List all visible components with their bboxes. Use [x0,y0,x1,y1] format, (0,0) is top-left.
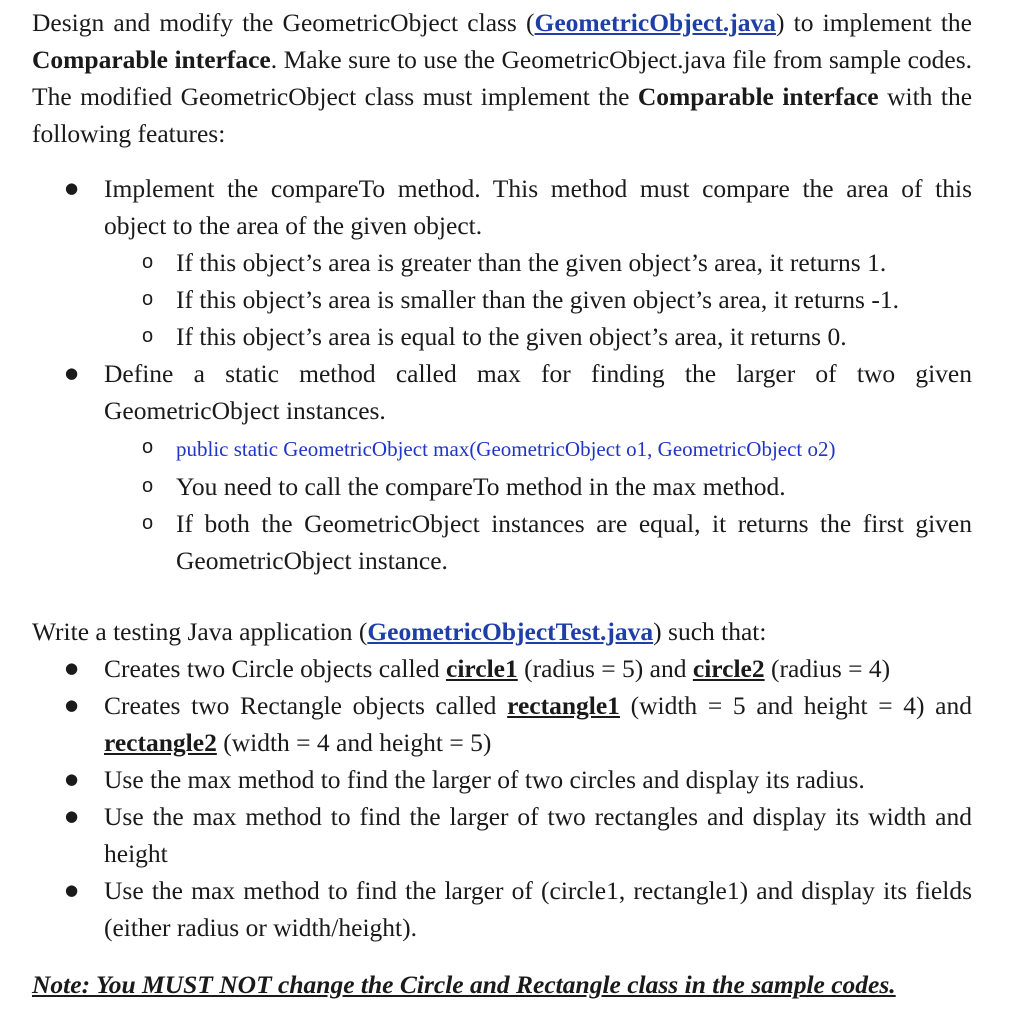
circle1-label: circle1 [446,654,518,683]
testing-max-rectangles: ● Use the max method to find the larger of two rectangles and display its width and height [32,798,972,872]
max-signature-code: public static GeometricObject max(GeometricObject o1, GeometricObject o2) [176,437,836,461]
max-signature [104,429,972,468]
testing-rectangles-text-c: (width = 4 and height = 5) [216,728,492,757]
testing-list [32,650,972,946]
testing-rectangles-text-a: Creates two Rectangle objects called [104,691,508,720]
testing-circles-text-b: (radius = 5) and [517,654,693,683]
intro-text-2: ) to implement the [775,8,972,37]
testing-rectangles-text-b: (width = 5 and height = 4) and [619,691,972,720]
feature-compareto-text: Implement the compareTo method. This method must compare the area of this object to the area of the given object. [104,174,972,240]
comparable-interface-bold-2: Comparable interface [637,82,879,111]
feature-list [32,170,972,579]
compareto-greater: o If this object’s area is greater than the given object’s area, it returns 1. [104,244,972,281]
max-call-compareto: o You need to call the compareTo method in the max method. [104,468,972,505]
testing-circles-text-a: Creates two Circle objects called [104,654,446,683]
document [32,4,972,1003]
intro-text-4: with the following features: [32,82,973,148]
intro-paragraph [32,4,972,152]
comparable-interface-bold-1: Comparable interface [32,45,271,74]
compareto-smaller: o If this object’s area is smaller than the given object’s area, it returns -1. [104,281,972,318]
compareto-equal: o If this object’s area is equal to the given object’s area, it returns 0. [104,318,972,355]
testing-circles [32,650,972,687]
testing-max-circles: ● Use the max method to find the larger of two circles and display its radius. [32,761,972,798]
geometricobjecttest-file-link: GeometricObjectTest.java [367,617,654,646]
circle2-label: circle2 [692,654,765,683]
max-equal-case: o If both the GeometricObject instances are equal, it returns the first given GeometricObject instance. [104,505,972,579]
note: Note: You MUST NOT change the Circle and Rectangle class in the sample codes. [32,970,896,999]
intro-text-1: Design and modify the GeometricObject class ( [32,8,535,37]
testing-text-2: ) such that: [653,617,767,646]
max-sub-list [104,429,972,579]
testing-paragraph [32,613,972,650]
testing-text-1: Write a testing Java application ( [32,617,368,646]
testing-circles-text-c: (radius = 4) [764,654,891,683]
compareto-sub-list [104,244,972,355]
geometricobject-file-link: GeometricObject.java [534,8,776,37]
testing-rectangles [32,687,972,761]
feature-compareto [32,170,972,355]
testing-max-mixed: ● Use the max method to find the larger of (circle1, rectangle1) and display its fields (either radius or width/height). [32,872,972,946]
feature-max [32,355,972,579]
feature-max-text: Define a static method called max for finding the larger of two given GeometricObject instances. [104,359,972,425]
rectangle2-label: rectangle2 [104,728,217,757]
rectangle1-label: rectangle1 [507,691,620,720]
intro-text-3: . Make sure to use the GeometricObject.java file from sample codes. The modified GeometricObject class must implement the [32,45,973,111]
